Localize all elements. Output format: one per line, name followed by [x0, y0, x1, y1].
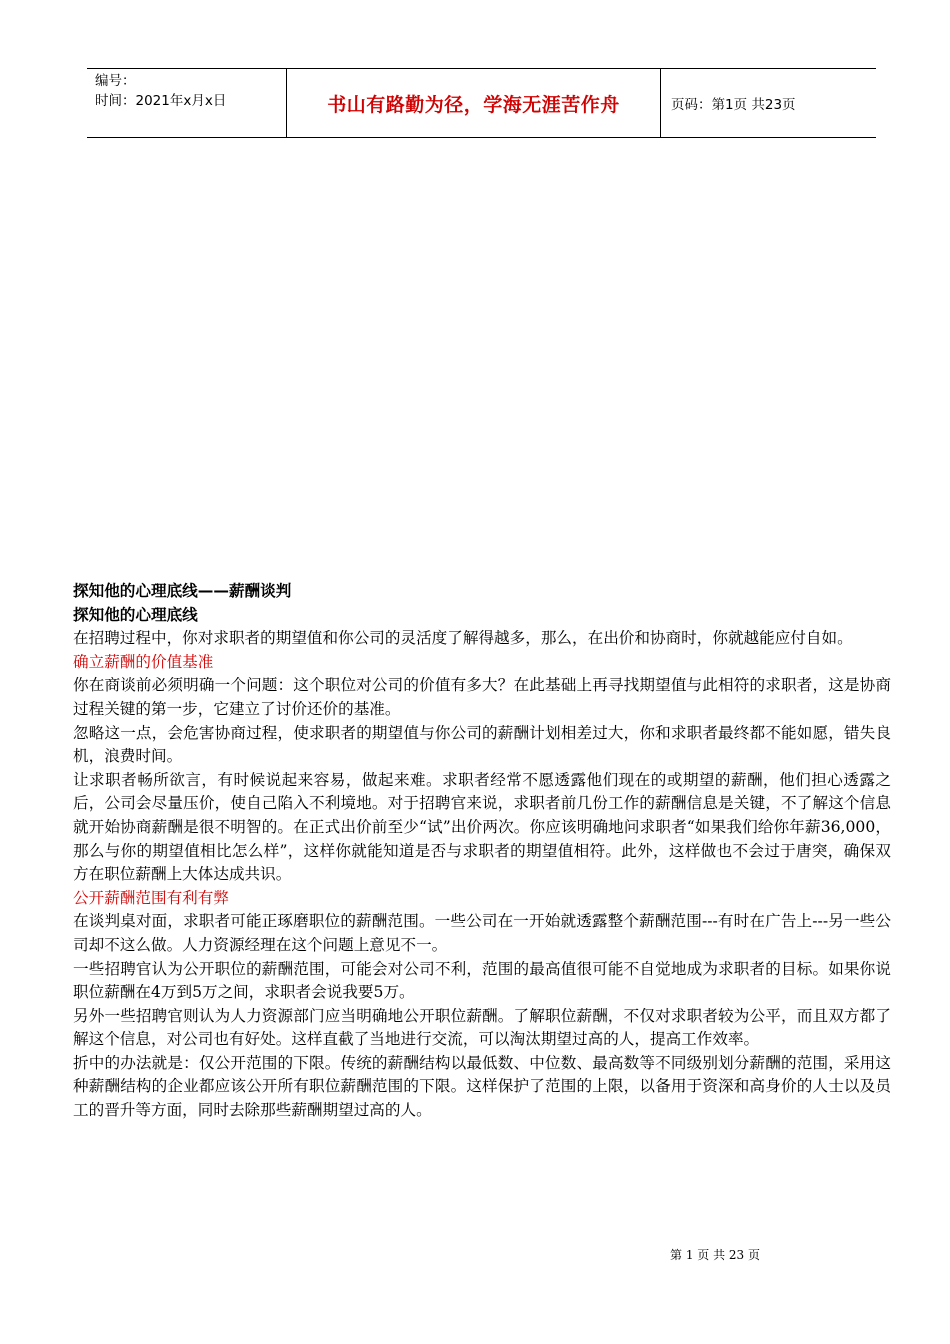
paragraph: 在谈判桌对面，求职者可能正琢磨职位的薪酬范围。一些公司在一开始就透露整个薪酬范围---有时在广告上---另一些公司却不这么做。人力资源经理在这个问题上意见不一。: [73, 912, 891, 954]
document-subtitle: 探知他的心理底线: [73, 605, 198, 624]
header-page-cell: [661, 69, 876, 137]
paragraph: 在招聘过程中，你对求职者的期望值和你公司的灵活度了解得越多，那么，在出价和协商时，你就越能应付自如。: [73, 629, 853, 648]
document-time-label: 时间：2021年x月x日: [95, 93, 227, 109]
header-motto: 书山有路勤为径，学海无涯苦作舟: [327, 93, 620, 116]
page-header: [87, 68, 876, 138]
page-footer: [0, 1246, 950, 1263]
document-number-label: 编号：: [95, 73, 136, 89]
section-heading: 公开薪酬范围有利有弊: [73, 888, 229, 907]
header-motto-cell: [287, 69, 661, 137]
footer-page-number: 第 1 页 共 23 页: [670, 1248, 760, 1262]
document-title: 探知他的心理底线——薪酬谈判: [73, 582, 292, 600]
paragraph: 忽略这一点，会危害协商过程，使求职者的期望值与你公司的薪酬计划相差过大，你和求职者最终都不能如愿，错失良机，浪费时间。: [73, 723, 891, 766]
paragraph: 你在商谈前必须明确一个问题：这个职位对公司的价值有多大？在此基础上再寻找期望值与此相符的求职者，这是协商过程关键的第一步，它建立了讨价还价的基准。: [73, 676, 891, 718]
paragraph: 一些招聘官认为公开职位的薪酬范围，可能会对公司不利，范围的最高值很可能不自觉地成为求职者的目标。如果你说职位薪酬在4万到5万之间，求职者会说我要5万。: [73, 959, 891, 1002]
paragraph: 另外一些招聘官则认为人力资源部门应当明确地公开职位薪酬。了解职位薪酬，不仅对求职者较为公平，而且双方都了解这个信息，对公司也有好处。这样直截了当地进行交流，可以淘汰期望过高的人，提高工作效率。: [73, 1006, 891, 1049]
paragraph: 让求职者畅所欲言，有时候说起来容易，做起来难。求职者经常不愿透露他们现在的或期望的薪酬，他们担心透露之后，公司会尽量压价，使自己陷入不利境地。对于招聘官来说，求职者前几份工作的薪酬信息是关键，不了解这个信息就开始协商薪酬是很不明智的。在正式出价前至少“试”出价两次。你应该明确地问求职者“如果我们给你年薪36,000，那么与你的期望值相比怎么样”，这样你就能知道是否与求职者的期望值相符。此外，这样做也不会过于唐突，确保双方在职位薪酬上大体达成共识。: [73, 770, 891, 884]
header-meta-cell: [87, 69, 287, 137]
paragraph: 折中的办法就是：仅公开范围的下限。传统的薪酬结构以最低数、中位数、最高数等不同级别划分薪酬的范围，采用这种薪酬结构的企业都应该公开所有职位薪酬范围的下限。这样保护了范围的上限，以备用于资深和高身价的人士以及员工的晋升等方面，同时去除那些薪酬期望过高的人。: [73, 1053, 891, 1120]
section-heading: 确立薪酬的价值基准: [73, 652, 214, 671]
header-page-label: 页码：第1页 共23页: [671, 97, 796, 113]
document-body: [73, 580, 891, 1123]
